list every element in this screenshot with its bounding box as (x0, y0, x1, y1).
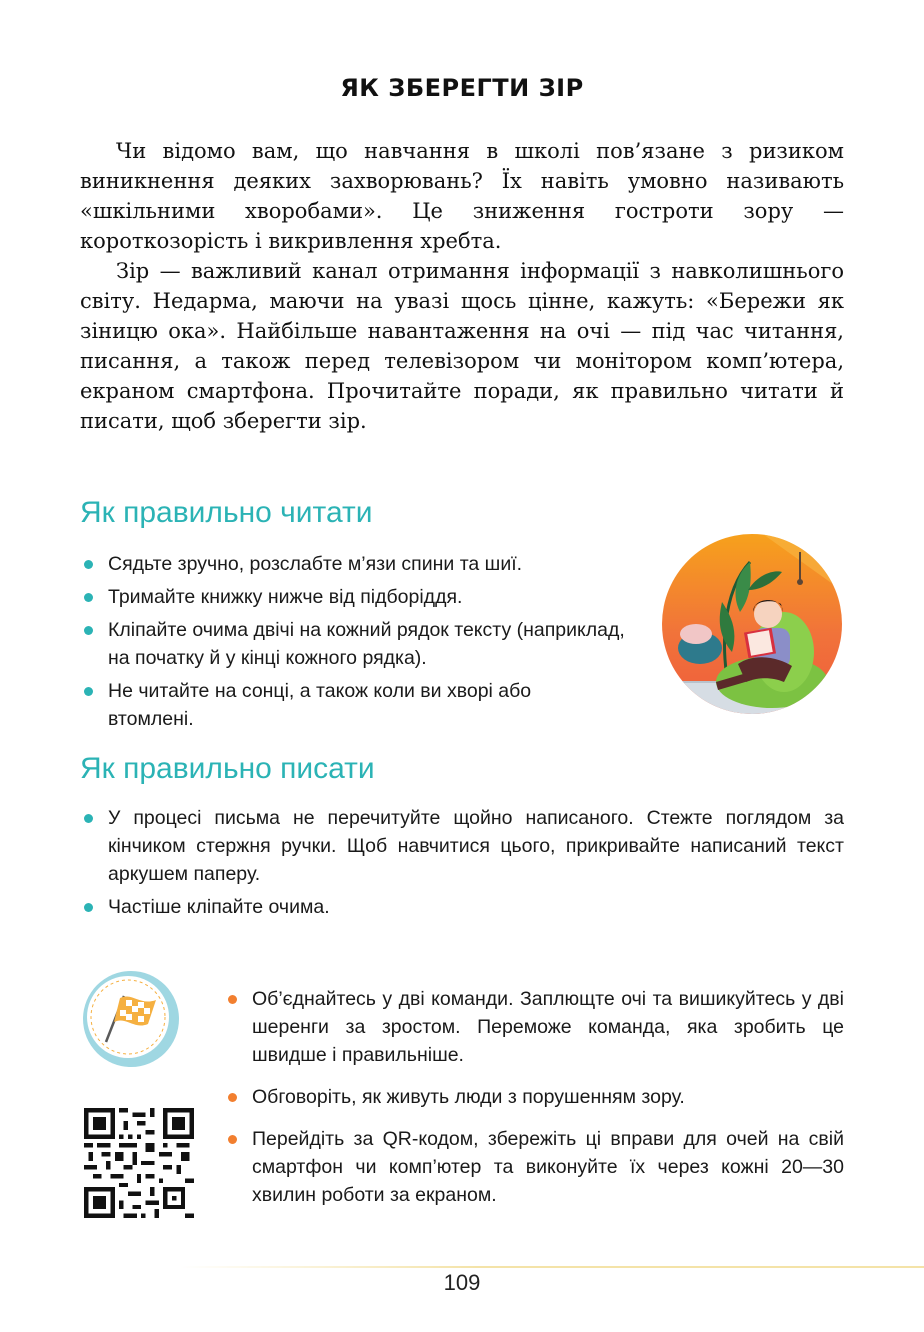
writing-heading: Як правильно писати (80, 752, 375, 785)
reading-heading: Як правильно читати (80, 496, 373, 529)
list-item: Кліпайте очима двічі на кожний рядок тексту (наприклад, на початку й у кінці кожного рядка). (80, 616, 640, 672)
list-item: Об’єднайтесь у дві команди. Заплющте очі та вишикуйтесь у дві шеренги за зростом. Переможе команда, яка зробить це швидше і правильніше. (224, 985, 844, 1069)
bullet-dot-icon (84, 814, 93, 823)
bullet-dot-icon (84, 687, 93, 696)
footer-divider (180, 1266, 924, 1268)
intro-paragraph: Зір — важливий канал отримання інформації з навколишнього світу. Недарма, маючи на увазі щось цінне, кажуть: «Бережи як зіницю ока». Найбільше навантаження на очі — під час читання, писання, а також перед телевізором чи монітором комп’ютера, екраном смартфона. Прочитайте поради, як правильно читати й писати, щоб зберегти зір. (80, 259, 844, 433)
page-number: 109 (443, 1270, 481, 1295)
girl-reading-illustration (660, 532, 844, 716)
reading-tips-list (80, 550, 640, 738)
list-item: Сядьте зручно, розслабте м’язи спини та шиї. (80, 550, 640, 578)
qr-code (84, 1108, 194, 1218)
list-item: У процесі письма не перечитуйте щойно написаного. Стежте поглядом за кінчиком стержня ручки. Щоб навчитися цього, прикривайте написаний текст аркушем паперу. (80, 804, 844, 888)
bullet-dot-icon (84, 903, 93, 912)
intro-text (80, 136, 844, 436)
bullet-dot-icon (228, 1093, 237, 1102)
page-title: ЯК ЗБЕРЕГТИ ЗІР (340, 74, 584, 102)
checkered-flag-icon (82, 970, 180, 1068)
bullet-dot-icon (84, 560, 93, 569)
writing-tips-list (80, 804, 844, 926)
bullet-dot-icon (84, 626, 93, 635)
list-item: Частіше кліпайте очима. (80, 893, 844, 921)
list-item: Обговоріть, як живуть люди з порушенням зору. (224, 1083, 844, 1111)
list-item: Не читайте на сонці, а також коли ви хворі або втомлені. (80, 677, 548, 733)
bullet-dot-icon (228, 1135, 237, 1144)
intro-paragraph: Чи відомо вам, що навчання в школі пов’язане з ризиком виникнення деяких захворювань? Їх навіть умовно називають «шкільними хворобами». Це зниження гостроти зору — короткозорість і викривлення хребта. (80, 139, 844, 253)
bullet-dot-icon (84, 593, 93, 602)
activities-list (224, 985, 844, 1223)
list-item: Перейдіть за QR-кодом, збережіть ці вправи для очей на свій смартфон чи комп’ютер та виконуйте їх через кожні 20—30 хвилин роботи за екраном. (224, 1125, 844, 1209)
list-item: Тримайте книжку нижче від підборіддя. (80, 583, 640, 611)
bullet-dot-icon (228, 995, 237, 1004)
